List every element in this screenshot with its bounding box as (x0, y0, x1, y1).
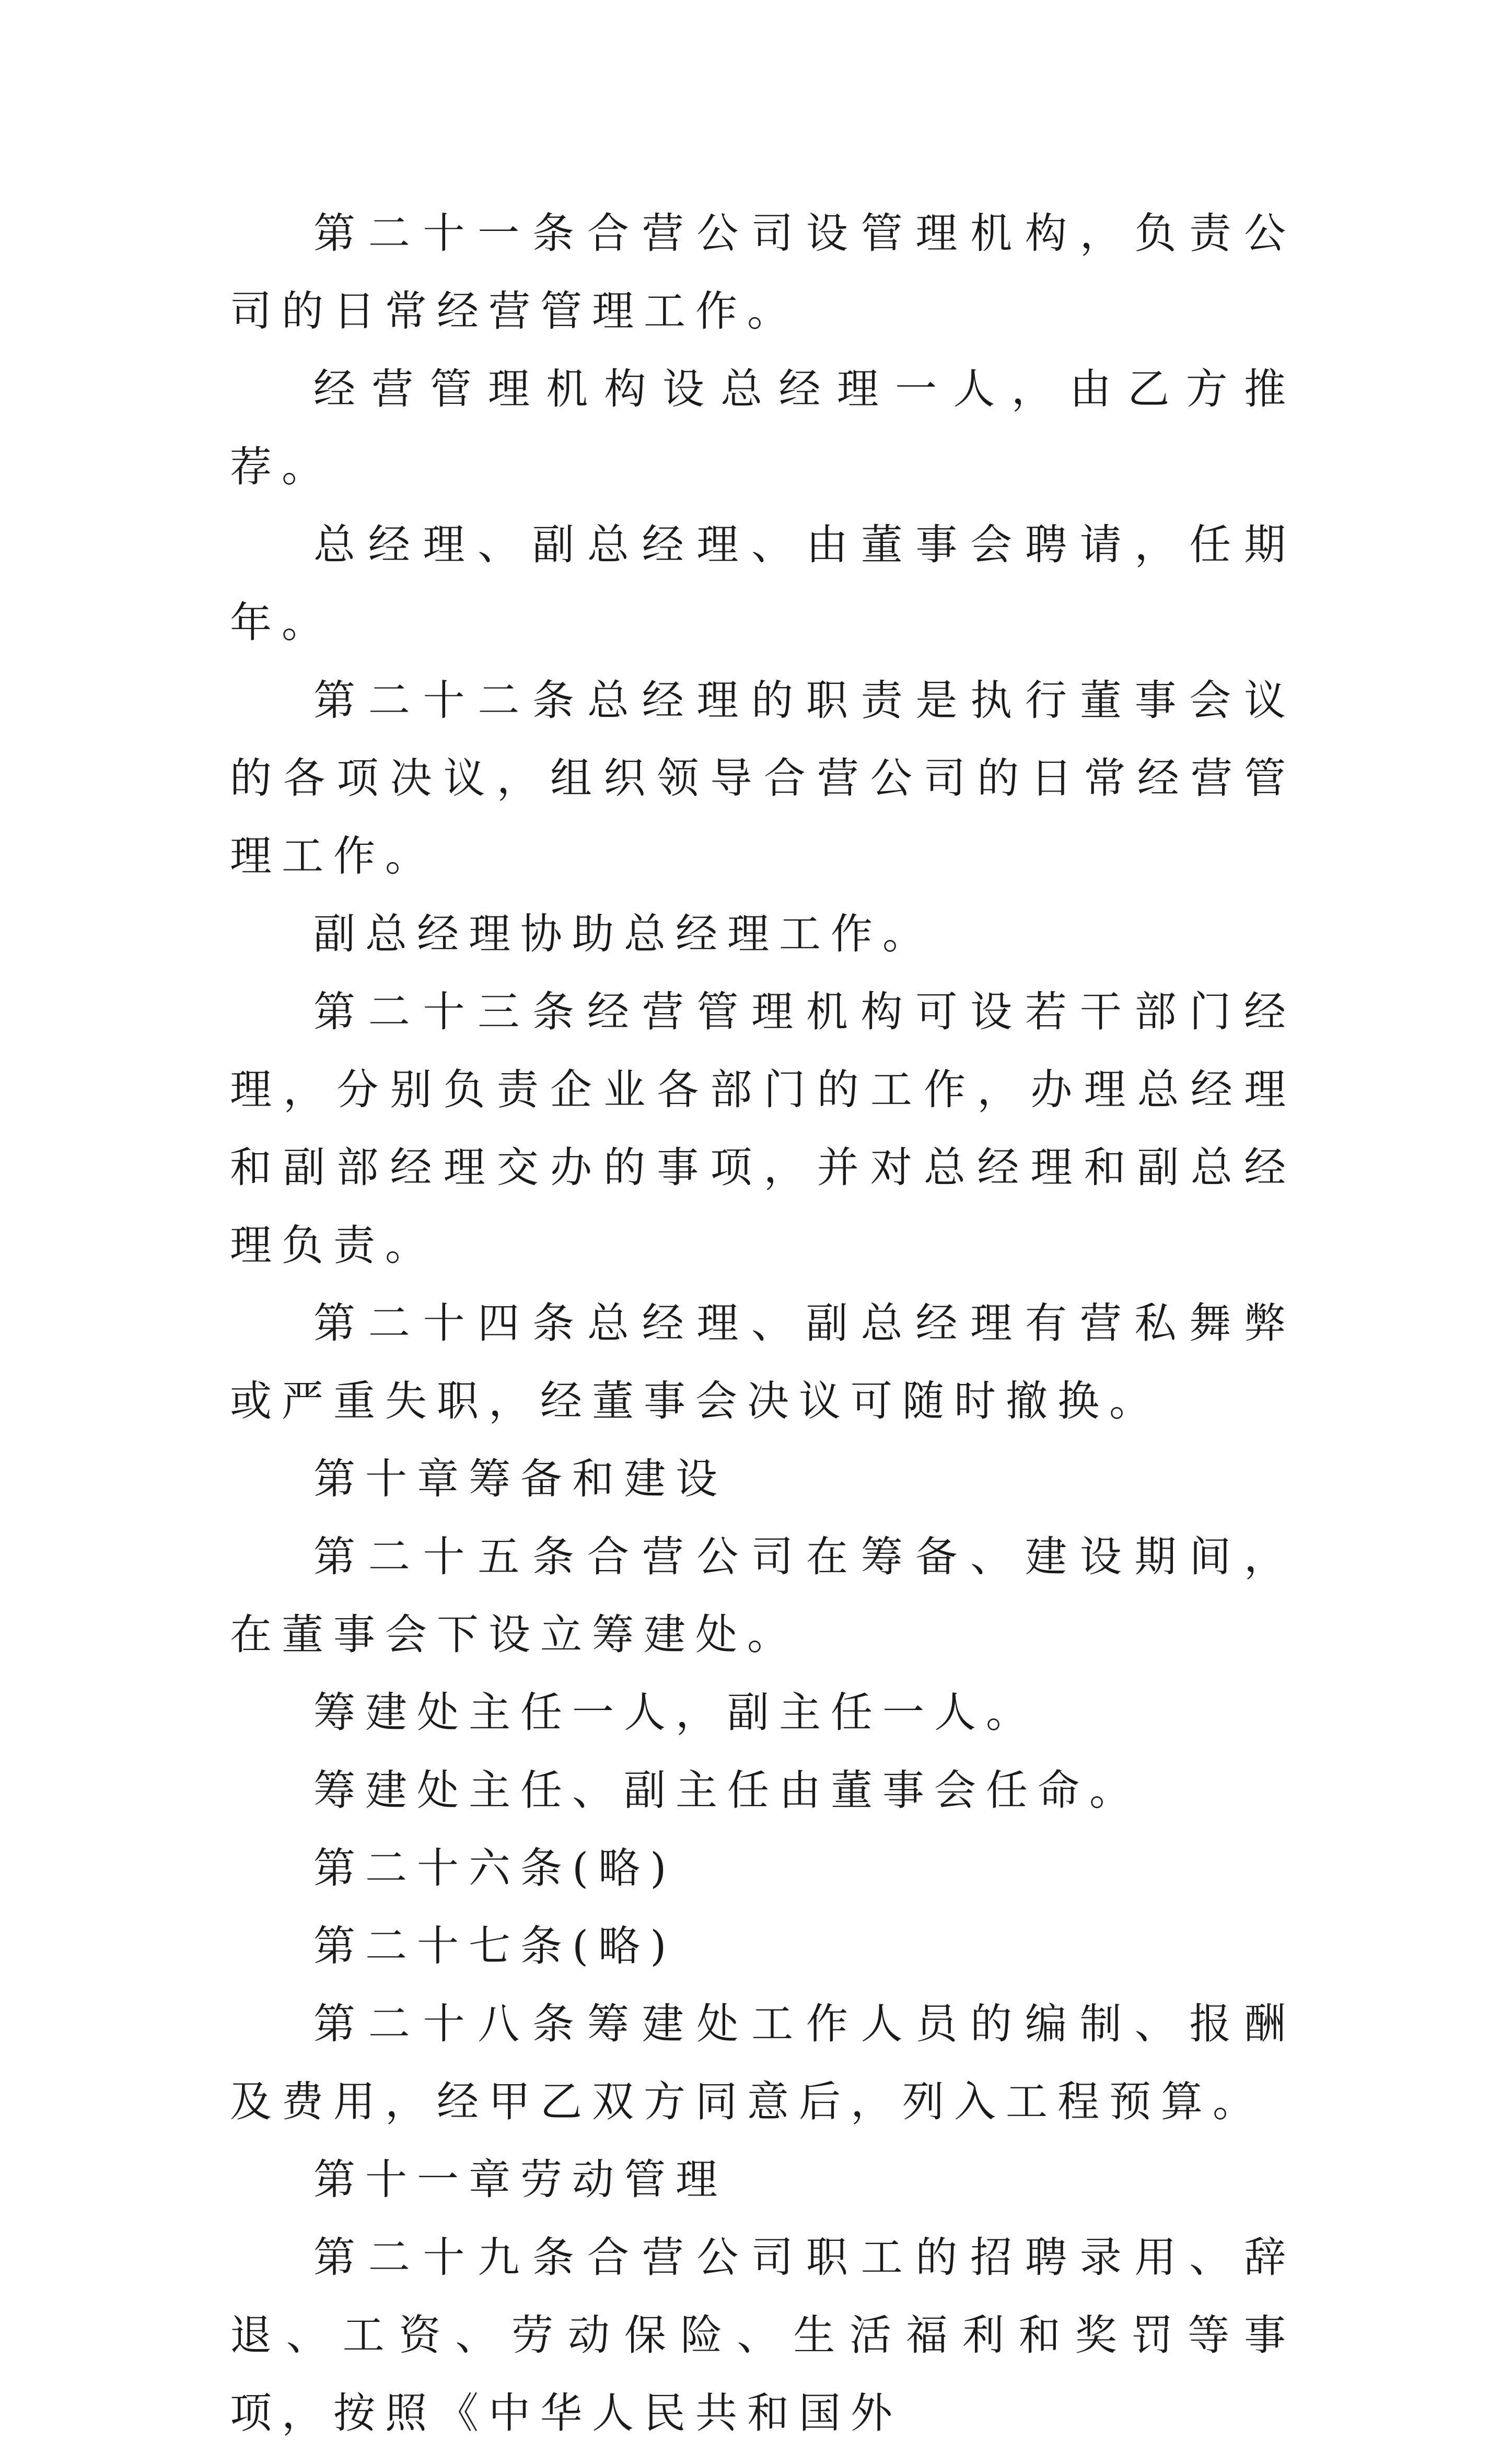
paragraph-article-25: 第二十五条合营公司在筹备、建设期间，在董事会下设立筹建处。 (230, 1532, 1296, 1659)
paragraph-article-22: 第二十二条总经理的职责是执行董事会议的各项决议，组织领导合营公司的日常经营管理工作。 (230, 676, 1296, 880)
paragraph-general-manager: 经营管理机构设总经理一人，由乙方推荐。 (230, 365, 1296, 491)
paragraph-preparatory-director: 筹建处主任一人，副主任一人。 (313, 1688, 1038, 1737)
chapter-heading-10: 第十章筹备和建设 (313, 1455, 727, 1503)
paragraph-director-appointment: 筹建处主任、副主任由董事会任命。 (313, 1766, 1141, 1815)
paragraph-article-26: 第二十六条(略) (313, 1844, 677, 1892)
chapter-heading-11: 第十一章劳动管理 (313, 2155, 727, 2204)
document-page (230, 194, 1296, 2452)
paragraph-deputy-manager: 副总经理协助总经理工作。 (313, 910, 934, 958)
paragraph-article-23: 第二十三条经营管理机构可设若干部门经理，分别负责企业各部门的工作，办理总经理和副部经理交办的事项，并对总经理和副总经理负责。 (230, 987, 1296, 1270)
paragraph-article-29: 第二十九条合营公司职工的招聘录用、辞退、工资、劳动保险、生活福利和奖罚等事项，按照《中华人民共和国外 (230, 2233, 1296, 2437)
paragraph-article-21: 第二十一条合营公司设管理机构，负责公司的日常经营管理工作。 (230, 209, 1296, 335)
paragraph-appointment: 总经理、副总经理、由董事会聘请，任期年。 (230, 520, 1296, 647)
paragraph-article-28: 第二十八条筹建处工作人员的编制、报酬及费用，经甲乙双方同意后，列入工程预算。 (230, 2000, 1296, 2126)
paragraph-article-27: 第二十七条(略) (313, 1922, 677, 1970)
paragraph-article-24: 第二十四条总经理、副总经理有营私舞弊或严重失职，经董事会决议可随时撤换。 (230, 1299, 1296, 1425)
